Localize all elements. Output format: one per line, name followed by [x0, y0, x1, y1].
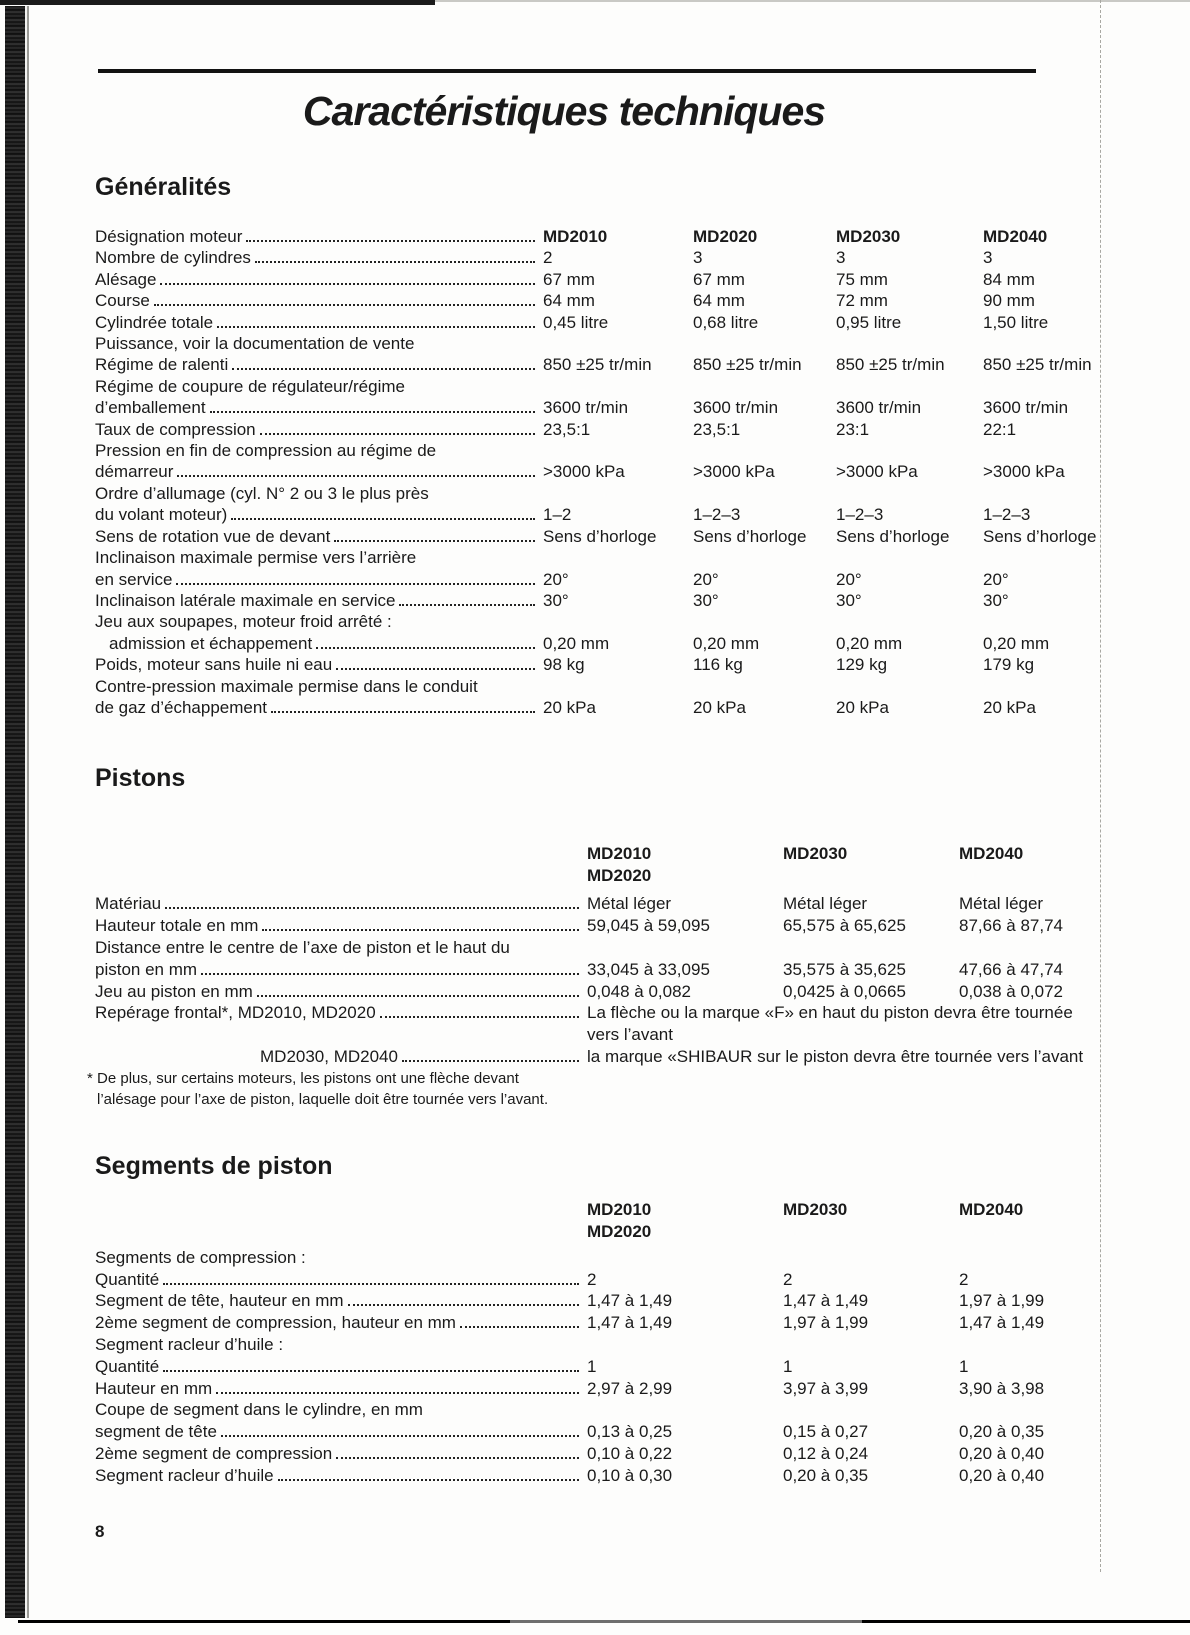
row-value: MD2020 [693, 227, 758, 246]
row-label-wrap [95, 269, 543, 290]
spec-row [95, 547, 1095, 568]
spec-row [95, 1356, 1095, 1378]
row-value: 0,20 mm [983, 633, 1050, 653]
row-value: 20° [543, 569, 569, 589]
row-value: 23:1 [836, 419, 870, 439]
row-value: Métal léger [959, 894, 1044, 914]
row-label: Jeu au piston en mm [95, 981, 253, 1001]
title-rule [98, 69, 1036, 73]
dot-leader [160, 269, 535, 285]
row-value: 98 kg [543, 655, 585, 675]
row-label: Régime de coupure de régulateur/régime [95, 376, 405, 396]
row-value: 2,97 à 2,99 [587, 1378, 673, 1398]
row-value: 3600 tr/min [983, 398, 1069, 418]
section-heading-pistons: Pistons [95, 764, 186, 793]
row-label-wrap [95, 569, 543, 590]
row-label: Régime de ralenti [95, 355, 229, 375]
dot-leader [271, 697, 535, 713]
row-value: >3000 kPa [983, 462, 1065, 482]
row-label: Cylindrée totale [95, 312, 214, 332]
dot-leader [217, 312, 535, 328]
row-value: 67 mm [543, 269, 595, 289]
row-value: 0,15 à 0,27 [783, 1422, 869, 1442]
row-label-wrap [95, 1269, 587, 1291]
row-label-wrap [95, 1002, 587, 1024]
row-value: 1 [783, 1356, 793, 1376]
row-label-wrap [95, 697, 543, 718]
dot-leader [260, 419, 535, 435]
dot-leader [177, 461, 535, 477]
dot-leader [163, 1269, 579, 1285]
row-value: 20 kPa [836, 697, 889, 717]
row-value: 0,95 litre [836, 312, 902, 332]
row-value: Métal léger [587, 894, 672, 914]
row-label: 2ème segment de compression [95, 1443, 333, 1463]
row-value: 20 kPa [693, 697, 746, 717]
row-value: 0,12 à 0,24 [783, 1443, 869, 1463]
spec-row [95, 611, 1095, 632]
row-label: Quantité [95, 1269, 160, 1289]
row-label: 2ème segment de compression, hauteur en mm [95, 1313, 456, 1333]
row-label-wrap [95, 1290, 587, 1312]
row-value: 33,045 à 33,095 [587, 959, 710, 979]
spec-row [95, 1465, 1095, 1487]
spec-row [95, 569, 1095, 590]
row-value: 30° [983, 590, 1009, 610]
scan-binding-strip [5, 6, 25, 1618]
row-value: 72 mm [836, 291, 888, 311]
row-value: 20 kPa [983, 697, 1036, 717]
row-label-wrap [95, 526, 543, 547]
column-header [783, 843, 959, 865]
column-header-row [95, 1199, 1095, 1243]
row-label-wrap [95, 461, 543, 482]
row-label: Segment de tête, hauteur en mm [95, 1291, 344, 1311]
column-header-line: MD2030 [783, 1199, 848, 1219]
row-label-wrap [95, 333, 543, 354]
row-value: 116 kg [693, 655, 743, 675]
row-label-wrap [95, 937, 587, 959]
scan-bottom-rule [18, 1620, 1190, 1623]
row-label-wrap [95, 247, 543, 268]
row-label: Repérage frontal*, MD2010, MD2020 [95, 1003, 376, 1023]
row-value: 20° [693, 569, 719, 589]
row-label: Coupe de segment dans le cylindre, en mm [95, 1400, 423, 1420]
column-header-row [95, 843, 1095, 887]
row-value: 47,66 à 47,74 [959, 959, 1063, 979]
row-label-wrap [95, 312, 543, 333]
spec-row [95, 1247, 1095, 1269]
spec-row [95, 981, 1095, 1003]
spec-row [95, 937, 1095, 959]
row-label: Hauteur totale en mm [95, 916, 259, 936]
column-header [959, 843, 1095, 865]
row-value: 20° [983, 569, 1009, 589]
row-value: 0,10 à 0,22 [587, 1443, 673, 1463]
row-label-wrap [95, 1421, 587, 1443]
row-value: 30° [693, 590, 719, 610]
column-header [783, 1199, 959, 1221]
row-value: 87,66 à 87,74 [959, 916, 1063, 936]
dot-leader [176, 569, 535, 585]
row-value: 1,50 litre [983, 312, 1049, 332]
spec-row [95, 483, 1095, 504]
row-label: Taux de compression [95, 419, 256, 439]
row-value: >3000 kPa [543, 462, 625, 482]
dot-leader [201, 959, 579, 975]
row-value: Sens d’horloge [836, 526, 950, 546]
dot-leader [336, 1443, 579, 1459]
spec-row [95, 269, 1095, 290]
row-value: 0,048 à 0,082 [587, 981, 691, 1001]
row-label-wrap [95, 1247, 587, 1269]
row-value: 0,20 à 0,40 [959, 1465, 1045, 1485]
spec-row [95, 376, 1095, 397]
scan-page-edge-line [1100, 0, 1101, 1572]
row-value: 1,47 à 1,49 [783, 1291, 869, 1311]
column-header [587, 1199, 783, 1243]
dot-leader [402, 1046, 579, 1062]
spec-row [95, 247, 1095, 268]
spec-row [95, 504, 1095, 525]
row-value: 1 [587, 1356, 597, 1376]
dot-leader [163, 1356, 579, 1372]
row-value: 1,47 à 1,49 [587, 1291, 673, 1311]
spec-row [95, 1002, 1095, 1046]
row-value: Sens d’horloge [983, 526, 1097, 546]
spec-row [95, 915, 1095, 937]
spec-row [95, 1421, 1095, 1443]
row-label-wrap [95, 547, 543, 568]
row-label-wrap [95, 1334, 587, 1356]
row-label: de gaz d’échappement [95, 697, 268, 717]
row-value-span: La flèche ou la marque «F» en haut du piston devra être tournée vers l’avant [587, 1003, 1073, 1045]
row-value: 0,10 à 0,30 [587, 1465, 673, 1485]
spec-row [95, 1269, 1095, 1291]
spec-row [95, 1334, 1095, 1356]
row-label: démarreur [95, 462, 174, 482]
spec-row [95, 461, 1095, 482]
dot-leader [399, 590, 535, 606]
dot-leader [334, 526, 535, 542]
row-value: 90 mm [983, 291, 1035, 311]
column-header-line: MD2030 [783, 844, 848, 864]
row-value: 1–2–3 [983, 505, 1031, 525]
spec-row [95, 419, 1095, 440]
spec-row [95, 226, 1095, 247]
row-label: segment de tête [95, 1422, 217, 1442]
row-value: 0,0425 à 0,0665 [783, 981, 906, 1001]
row-label: Course [95, 291, 150, 311]
row-value: 35,575 à 35,625 [783, 959, 906, 979]
row-value: 0,038 à 0,072 [959, 981, 1063, 1001]
dot-leader [165, 893, 579, 909]
row-label-wrap [95, 397, 543, 418]
row-value: >3000 kPa [693, 462, 775, 482]
row-value: 1,47 à 1,49 [587, 1313, 673, 1333]
row-value: 850 ±25 tr/min [983, 355, 1092, 375]
column-header-line: MD2010 [587, 1199, 652, 1219]
row-value: 0,20 à 0,35 [959, 1422, 1045, 1442]
column-header-line: MD2020 [587, 866, 652, 886]
row-value: 3 [983, 248, 993, 268]
spec-row [95, 654, 1095, 675]
dot-leader [246, 226, 535, 242]
dot-leader [221, 1421, 579, 1437]
row-value: 129 kg [836, 655, 888, 675]
row-label-wrap [95, 440, 543, 461]
generalites-table [95, 226, 1095, 718]
column-header-line: MD2040 [959, 1199, 1024, 1219]
row-label: MD2030, MD2040 [260, 1046, 398, 1066]
row-label-wrap [95, 590, 543, 611]
row-label-wrap [95, 354, 543, 375]
row-value: 64 mm [693, 291, 745, 311]
spec-row [95, 1312, 1095, 1334]
row-value: 0,68 litre [693, 312, 759, 332]
row-label: Segment racleur d’huile [95, 1465, 274, 1485]
row-label: Sens de rotation vue de devant [95, 526, 331, 546]
row-value: 850 ±25 tr/min [693, 355, 802, 375]
spec-row [95, 526, 1095, 547]
row-label-wrap [95, 611, 543, 632]
row-value: 0,20 à 0,40 [959, 1443, 1045, 1463]
row-label: Inclinaison maximale permise vers l’arrière [95, 548, 417, 568]
row-value: 1–2–3 [836, 505, 884, 525]
spec-row [95, 697, 1095, 718]
dot-leader [216, 1378, 579, 1394]
row-label-wrap [95, 633, 543, 654]
pistons-footnote [87, 1068, 1095, 1110]
row-value: 59,045 à 59,095 [587, 916, 710, 936]
row-label-wrap [95, 483, 543, 504]
column-header-line: MD2010 [587, 844, 652, 864]
row-label-wrap [95, 419, 543, 440]
row-value: 2 [959, 1269, 969, 1289]
row-label: Segment racleur d’huile : [95, 1334, 284, 1354]
dot-leader [460, 1312, 579, 1328]
row-value: 0,45 litre [543, 312, 609, 332]
row-label: Jeu aux soupapes, moteur froid arrêté : [95, 612, 392, 632]
column-header [587, 843, 783, 887]
dot-leader [348, 1290, 579, 1306]
footnote-line: l’alésage pour l’axe de piston, laquelle doit être tournée vers l’avant. [97, 1090, 549, 1108]
row-value: 23,5:1 [543, 419, 591, 439]
spec-row [95, 397, 1095, 418]
row-value: 3600 tr/min [543, 398, 629, 418]
row-value: 3,97 à 3,99 [783, 1378, 869, 1398]
row-value: 0,20 à 0,35 [783, 1465, 869, 1485]
spec-row [95, 676, 1095, 697]
row-label: Ordre d’allumage (cyl. N° 2 ou 3 le plus près [95, 483, 429, 503]
row-label-wrap [95, 1356, 587, 1378]
spec-row [95, 1399, 1095, 1421]
row-label-wrap [95, 1443, 587, 1465]
row-label: admission et échappement [109, 633, 313, 653]
row-value: 22:1 [983, 419, 1017, 439]
spec-row [95, 354, 1095, 375]
dot-leader [231, 504, 535, 520]
row-value: 20 kPa [543, 697, 596, 717]
row-value: MD2030 [836, 227, 901, 246]
segments-column-headers [95, 1199, 1095, 1243]
spec-row [95, 633, 1095, 654]
row-label: Matériau [95, 894, 162, 914]
spec-row [95, 1443, 1095, 1465]
row-value: 3 [693, 248, 703, 268]
row-value: 23,5:1 [693, 419, 741, 439]
row-label: Alésage [95, 269, 157, 289]
row-label: Désignation moteur [95, 227, 243, 246]
spec-row [95, 333, 1095, 354]
dot-leader [380, 1002, 579, 1018]
row-value: Métal léger [783, 894, 868, 914]
row-label-wrap [95, 1399, 587, 1421]
row-value: Sens d’horloge [543, 526, 657, 546]
row-label-wrap [95, 915, 587, 937]
column-header-line: MD2020 [587, 1221, 652, 1241]
dot-leader [257, 981, 579, 997]
row-label: Contre-pression maximale permise dans le conduit [95, 676, 478, 696]
row-value: 0,20 mm [543, 633, 610, 653]
segments-table [95, 1247, 1095, 1487]
row-label: piston en mm [95, 959, 198, 979]
row-value: 179 kg [983, 655, 1035, 675]
row-label: Puissance, voir la documentation de vente [95, 334, 415, 354]
row-value: >3000 kPa [836, 462, 918, 482]
row-value: 3600 tr/min [836, 398, 922, 418]
row-label-wrap [95, 1465, 587, 1487]
row-value: 20° [836, 569, 862, 589]
row-value: 64 mm [543, 291, 595, 311]
spec-row [95, 440, 1095, 461]
row-label-wrap [95, 981, 587, 1003]
row-value: 1 [959, 1356, 969, 1376]
spec-row [95, 590, 1095, 611]
row-label-wrap [95, 290, 543, 311]
row-value: 0,13 à 0,25 [587, 1422, 673, 1442]
row-label-wrap [95, 1046, 587, 1068]
row-label-wrap [95, 959, 587, 981]
dot-leader [154, 290, 535, 306]
row-label-wrap [95, 376, 543, 397]
pistons-column-headers [95, 843, 1095, 887]
row-value: 30° [836, 590, 862, 610]
row-value: 850 ±25 tr/min [836, 355, 945, 375]
dot-leader [255, 247, 535, 263]
dot-leader [232, 354, 535, 370]
spec-row [95, 893, 1095, 915]
row-value: 67 mm [693, 269, 745, 289]
row-value: 2 [543, 248, 553, 268]
row-label: Distance entre le centre de l’axe de piston et le haut du [95, 937, 510, 957]
spec-row [95, 312, 1095, 333]
row-label-wrap [95, 504, 543, 525]
dot-leader [210, 397, 535, 413]
row-label: Segments de compression : [95, 1247, 306, 1267]
row-value: MD2010 [543, 227, 608, 246]
dot-leader [278, 1465, 579, 1481]
section-heading-generalites: Généralités [95, 173, 232, 201]
row-label: d’emballement [95, 398, 206, 418]
row-label: en service [95, 569, 173, 589]
spec-row [95, 959, 1095, 981]
row-label: Inclinaison latérale maximale en service [95, 590, 396, 610]
row-value: 2 [587, 1269, 597, 1289]
row-value: 75 mm [836, 269, 888, 289]
row-value: 3,90 à 3,98 [959, 1378, 1045, 1398]
row-value: 1,97 à 1,99 [783, 1313, 869, 1333]
row-label-wrap [95, 676, 543, 697]
row-value: 1,97 à 1,99 [959, 1291, 1045, 1311]
row-value: 850 ±25 tr/min [543, 355, 652, 375]
row-label: Poids, moteur sans huile ni eau [95, 655, 333, 675]
row-value: 0,20 mm [693, 633, 760, 653]
footnote-line: * De plus, sur certains moteurs, les pistons ont une flèche devant [87, 1069, 519, 1087]
row-label: Quantité [95, 1356, 160, 1376]
dot-leader [316, 633, 535, 649]
row-value: 84 mm [983, 269, 1035, 289]
spec-row [95, 1378, 1095, 1400]
row-label-wrap [95, 893, 587, 915]
row-label: Hauteur en mm [95, 1378, 213, 1398]
row-value: 3600 tr/min [693, 398, 779, 418]
row-value: 0,20 mm [836, 633, 903, 653]
dot-leader [262, 915, 579, 931]
row-value: 3 [836, 248, 846, 268]
row-label-wrap [95, 226, 543, 247]
row-value: 1–2–3 [693, 505, 741, 525]
page-number: 8 [95, 1522, 105, 1542]
spec-row [95, 1046, 1095, 1068]
row-value: 65,575 à 65,625 [783, 916, 906, 936]
row-label-wrap [95, 1378, 587, 1400]
row-label-wrap [95, 654, 543, 675]
spec-row [95, 1290, 1095, 1312]
page-title: Caractéristiques techniques [302, 88, 826, 134]
row-value-span: la marque «SHIBAUR sur le piston devra être tournée vers l’avant [587, 1046, 1084, 1066]
pistons-table [95, 893, 1095, 1067]
row-value: 1,47 à 1,49 [959, 1313, 1045, 1333]
row-value: MD2040 [983, 227, 1048, 246]
spec-row [95, 290, 1095, 311]
column-header [959, 1199, 1095, 1221]
row-label: Nombre de cylindres [95, 248, 251, 268]
row-label-wrap [95, 1312, 587, 1334]
row-label: Pression en fin de compression au régime de [95, 441, 437, 461]
section-heading-segments: Segments de piston [95, 1151, 333, 1180]
row-value: 30° [543, 590, 569, 610]
row-value: 1–2 [543, 505, 572, 525]
row-value: Sens d’horloge [693, 526, 807, 546]
column-header-line: MD2040 [959, 844, 1024, 864]
row-label: du volant moteur) [95, 505, 228, 525]
row-value: 2 [783, 1269, 793, 1289]
page-content [87, 0, 1097, 1542]
dot-leader [336, 654, 535, 670]
